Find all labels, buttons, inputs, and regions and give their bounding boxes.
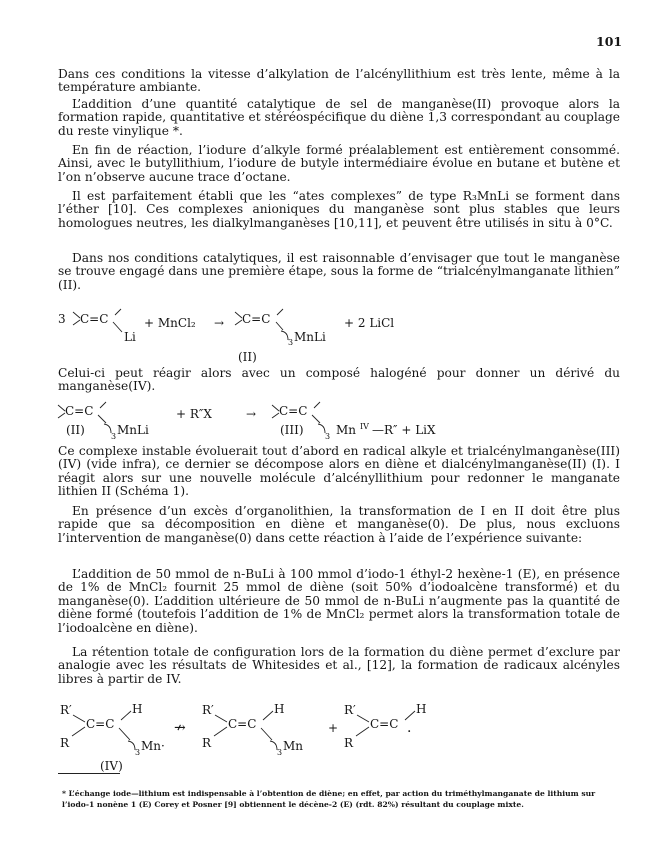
reaction-3-r-prime: R′ [60,703,72,717]
footnote-rule [58,773,120,774]
paragraph-2: L’addition d’une quantité catalytique de sel de manganèse(II) provoque alors la formation rapide, quantitative et stéréospécifique du diène 1,3 correspondant au couplage du reste vinylique *. [58,97,620,138]
page-number: 101 [596,34,623,49]
reaction-3-r-2: R [202,736,212,750]
reaction-3-mn: Mn [283,739,304,753]
reaction-1-subscript: 3 [288,338,294,347]
reaction-3-cc-2: C=C [228,717,257,731]
footnote: * L’échange iode—lithium est indispensable à l’obtention de diène; en effet, par action du triméthylmanganate de lithium sur l’iodo-1 nonène 1 (E) Corey et Posner [9] obtiennent le décène-2 (E) (rdt. 82%) résultant du couplage mixte. [62,789,596,809]
reaction-2-product-vinyl: C=C [279,404,308,418]
reaction-3-cc-3: C=C [370,717,399,731]
reaction-1-plus-licl: + 2 LiCl [344,316,395,330]
reaction-2-plus-rx: + R″X [176,407,212,421]
reaction-2-subscript-2: 3 [325,432,331,441]
paragraph-9: L’addition de 50 mmol de n-BuLi à 100 mmol d’iodo-1 éthyl-2 hexène-1 (E), en présence de 1% de MnCl₂ fournit 25 mmol de diène (soit 50% d’iodoalcène transformé) et du manganèse(0). L’addition ultérieure de 50 mmol de n-BuLi n’augmente pas la quantité de diène formé (toutefois l’addition de 1% de MnCl₂ permet alors la transformation totale de l’iodoalcène en diène). [58,567,620,635]
reaction-2-mn-oxidation: IV [360,422,369,431]
reaction-1-li: Li [124,330,136,344]
reaction-2-label-ii: (II) [66,423,85,437]
paragraph-5: Dans nos conditions catalytiques, il est raisonnable d’envisager que tout le manganèse se trouve engagé dans une première étape, sous la forme de “trialcénylmanganate lithien” (II). [58,251,620,292]
paragraph-7: Ce complexe instable évoluerait tout d’abord en radical alkyle et trialcénylmanganèse(III) (IV) (vide infra), ce dernier se décompose alors en diène et dialcénylmanganèse(II) (I). I réagit alors sur une nouvelle molécule d’alcényllithium pour redonner le manganate lithien II (Schéma 1). [58,444,620,499]
reaction-1-product-vinyl: C=C [242,312,271,326]
reaction-1-plus-mncl2: + MnCl₂ [144,316,196,330]
reaction-1-mnli: MnLi [294,330,326,344]
reaction-3-label: (IV) [100,759,123,773]
reaction-3-h-3: H [416,702,427,716]
paragraph-3: En fin de réaction, l’iodure d’alkyle formé préalablement est entièrement consommé. Ainsi, avec le butyllithium, l’iodure de butyle intermédiaire évolue en butane et butène et l’on n’observe aucune trace d’octane. [58,143,620,184]
reaction-1-vinyl: C=C [80,312,109,326]
reaction-1-coefficient: 3 [58,312,66,326]
reaction-3-r-3: R [344,736,354,750]
paragraph-4: Il est parfaitement établi que les “ates complexes” de type R₃MnLi se forment dans l’éther [10]. Ces complexes anioniques du manganèse sont plus stables que leurs homologues neutres, les dialkylmanganèses [10,11], et peuvent être utilisés in situ à 0°C. [58,189,620,230]
reaction-2-mnli: MnLi [117,423,149,437]
reaction-1-label: (II) [238,350,257,364]
reaction-3-h-2: H [274,702,285,716]
reaction-3-r-prime-3: R′ [344,703,356,717]
reaction-2-tail: —R″ + LiX [372,423,436,437]
reaction-3-blocked-arrow: ↛ [174,720,186,736]
reaction-2-subscript: 3 [111,432,117,441]
reaction-3-h: H [132,702,143,716]
reaction-2-arrow: → [246,407,257,421]
reaction-3-plus: + [328,721,339,735]
paragraph-10: La rétention totale de configuration lors de la formation du diène permet d’exclure par analogie avec les résultats de Whitesides et al., [12], la formation de radicaux alcényles libres à partir de IV. [58,645,620,686]
paragraph-1: Dans ces conditions la vitesse d’alkylation de l’alcényllithium est très lente, même à la température ambiante. [58,67,620,95]
paragraph-6: Celui-ci peut réagir alors avec un composé halogéné pour donner un dérivé du manganèse(IV). [58,366,620,394]
reaction-3-radical-dot: · [407,724,412,740]
paragraph-8: En présence d’un excès d’organolithien, la transformation de I en II doit être plus rapide que sa décomposition en diène et manganèse(0). De plus, nous excluons l’intervention de manganèse(0) dans cette réaction à l’aide de l’expérience suivante: [58,504,620,545]
reaction-3-cc: C=C [86,717,115,731]
reaction-3-subscript-2: 3 [277,748,283,757]
reaction-3-r: R [60,736,70,750]
reaction-3-mn-radical: Mn· [141,739,165,753]
reaction-2-label-iii: (III) [280,423,304,437]
reaction-2-mn: Mn [336,423,357,437]
reaction-3-subscript: 3 [135,748,141,757]
reaction-3-r-prime-2: R′ [202,703,214,717]
reaction-1-arrow: → [214,316,225,330]
reaction-2-vinyl: C=C [65,404,94,418]
